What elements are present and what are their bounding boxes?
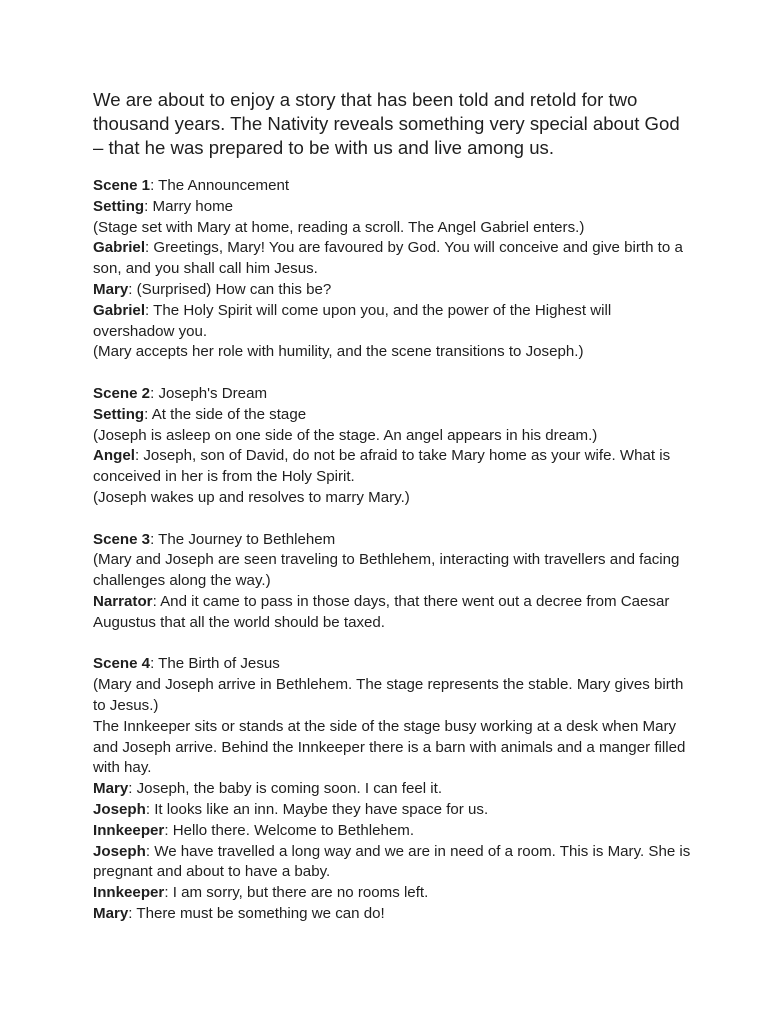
scene-heading	[93, 176, 693, 197]
dialogue-text: : The Holy Spirit will come upon you, and the power of the Highest will overshadow you.	[93, 301, 612, 340]
scene-label: Scene 3	[93, 530, 151, 548]
setting-line	[93, 405, 693, 426]
document-body	[93, 88, 693, 945]
speaker-name: Mary	[93, 780, 129, 798]
scene-title: : Joseph's Dream	[150, 384, 268, 402]
dialogue-line	[93, 800, 693, 821]
dialogue-line	[93, 883, 693, 904]
dialogue-text: : Joseph, son of David, do not be afraid to take Mary home as your wife. What is conceived in her is from the Holy Spirit.	[93, 447, 671, 486]
speaker-name: Mary	[93, 280, 129, 298]
speaker-name: Mary	[93, 904, 129, 922]
intro-paragraph: We are about to enjoy a story that has been told and retold for two thousand years. The Nativity reveals something very special about God – that he was prepared to be with us and live among us.	[93, 89, 680, 158]
dialogue-line	[93, 821, 693, 842]
dialogue-line	[93, 842, 693, 884]
scene-4	[93, 654, 693, 924]
setting-label: Setting	[93, 197, 145, 215]
stage-direction: (Mary accepts her role with humility, and the scene transitions to Joseph.)	[93, 343, 584, 361]
dialogue-text: : It looks like an inn. Maybe they have space for us.	[145, 800, 489, 818]
dialogue-text: : Joseph, the baby is coming soon. I can feel it.	[128, 780, 443, 798]
scene-label: Scene 1	[93, 177, 151, 194]
dialogue-text: : I am sorry, but there are no rooms left.	[164, 884, 429, 902]
dialogue-text: : (Surprised) How can this be?	[128, 280, 332, 298]
scene-title: : The Birth of Jesus	[150, 655, 280, 673]
dialogue-text: : There must be something we can do!	[128, 904, 385, 922]
setting-text: : Marry home	[144, 197, 234, 215]
speaker-name: Joseph	[93, 842, 146, 860]
scene-heading	[93, 654, 693, 675]
scene-title: : The Announcement	[150, 177, 290, 194]
stage-direction: (Mary and Joseph arrive in Bethlehem. The stage represents the stable. Mary gives birth to Jesus.)	[93, 676, 684, 714]
speaker-name: Innkeeper	[93, 884, 165, 902]
stage-description: The Innkeeper sits or stands at the side of the stage busy working at a desk when Mary and Joseph arrive. Behind the Innkeeper there is a barn with animals and a manger filled with hay.	[93, 717, 686, 777]
setting-text: : At the side of the stage	[144, 405, 307, 423]
dialogue-text: : We have travelled a long way and we are in need of a room. This is Mary. She is pregnant and about to have a baby.	[93, 842, 691, 881]
speaker-name: Joseph	[93, 800, 146, 818]
scene-2	[93, 384, 693, 509]
stage-direction: (Joseph wakes up and resolves to marry Mary.)	[93, 488, 410, 506]
dialogue-line	[93, 446, 693, 488]
speaker-name: Gabriel	[93, 301, 146, 319]
dialogue-line	[93, 280, 693, 301]
stage-direction: (Mary and Joseph are seen traveling to Bethlehem, interacting with travellers and facing challenges along the way.)	[93, 551, 680, 590]
scene-heading	[93, 530, 693, 551]
speaker-name: Gabriel	[93, 239, 146, 257]
dialogue-text: : And it came to pass in those days, that there went out a decree from Caesar Augustus that all the world should be taxed.	[93, 592, 670, 631]
setting-label: Setting	[93, 405, 145, 423]
speaker-name: Innkeeper	[93, 821, 165, 839]
speaker-name: Narrator	[93, 592, 153, 610]
dialogue-line	[93, 904, 693, 925]
speaker-name: Angel	[93, 447, 135, 465]
scene-3	[93, 530, 693, 634]
scene-heading	[93, 384, 693, 405]
scene-1	[93, 176, 693, 363]
dialogue-line	[93, 238, 693, 280]
stage-direction: (Joseph is asleep on one side of the stage. An angel appears in his dream.)	[93, 426, 598, 444]
dialogue-text: : Greetings, Mary! You are favoured by God. You will conceive and give birth to a son, and you shall call him Jesus.	[93, 239, 683, 278]
dialogue-line	[93, 592, 693, 634]
scene-label: Scene 4	[93, 655, 151, 673]
dialogue-text: : Hello there. Welcome to Bethlehem.	[164, 821, 415, 839]
setting-line	[93, 197, 693, 218]
scene-title: : The Journey to Bethlehem	[150, 530, 336, 548]
stage-direction: (Stage set with Mary at home, reading a scroll. The Angel Gabriel enters.)	[93, 218, 585, 236]
scene-label: Scene 2	[93, 384, 151, 402]
dialogue-line	[93, 301, 693, 343]
dialogue-line	[93, 779, 693, 800]
